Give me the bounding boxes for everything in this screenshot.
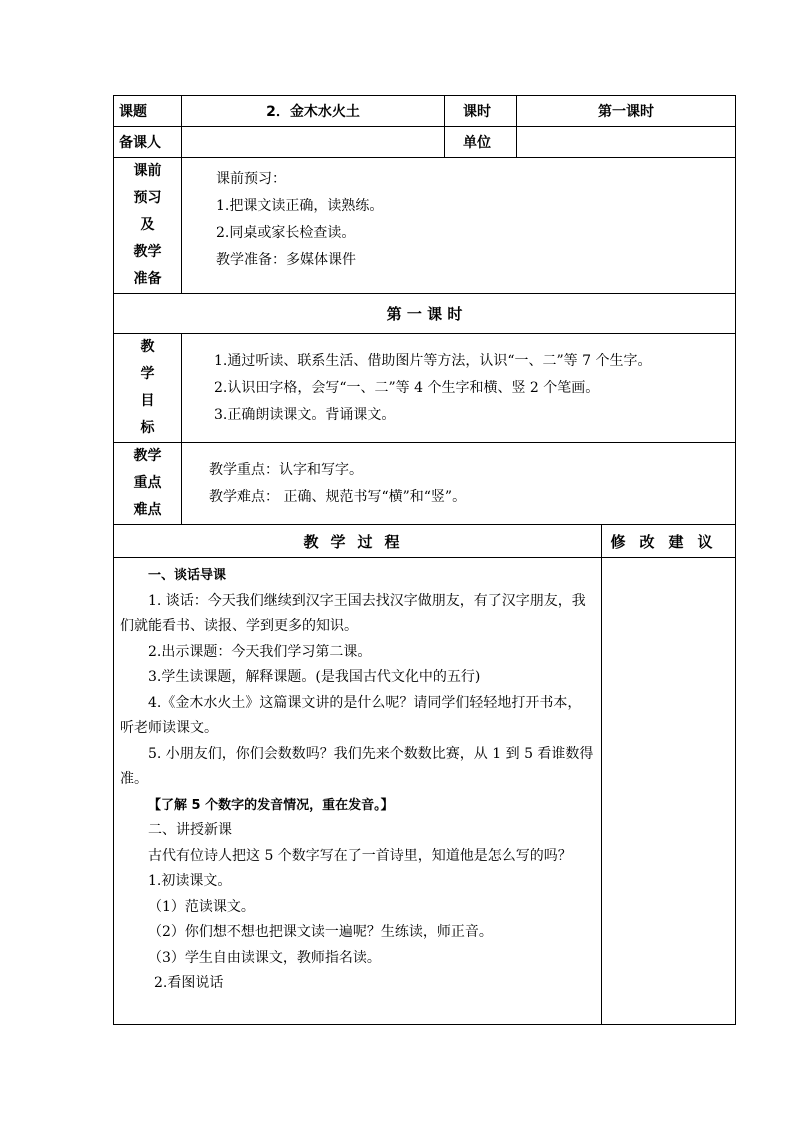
preparer-value	[182, 127, 445, 158]
goals-content	[182, 334, 736, 443]
unit-value	[517, 127, 736, 158]
key-points-content	[182, 443, 736, 525]
section-heading: 一、谈话导课	[148, 568, 227, 583]
period-label: 课时	[445, 96, 517, 127]
goals-label: 教 学 目 标	[114, 334, 182, 443]
process-paragraph: （2）你们想不想也把课文读一遍呢？生练读，师正音。	[148, 924, 493, 940]
unit-label: 单位	[445, 127, 517, 158]
topic-label: 课题	[114, 96, 182, 127]
process-paragraph: 古代有位诗人把这 5 个数字写在了一首诗里，知道他是怎么写的吗？	[148, 847, 572, 864]
goals-row	[114, 334, 736, 443]
process-paragraph: 2.出示课题：今天我们学习第二课。	[148, 643, 372, 660]
process-paragraph: 1.初读课文。	[148, 873, 232, 889]
goal-line: 2.认识田字格，会写“一、二”等 4 个生字和横、竖 2 个笔画。	[214, 379, 600, 396]
key-point-line: 教学重点：认字和写字。	[209, 461, 363, 478]
header-row-preparer	[114, 127, 736, 158]
suggestion-title: 修改建议	[602, 525, 736, 558]
lesson-title: 第 一 课 时	[114, 294, 736, 334]
process-content	[114, 558, 602, 1025]
preparation-line: 1.把课文读正确，读熟练。	[216, 198, 384, 214]
process-paragraph: 3.学生读课题，解释课题。(是我国古代文化中的五行)	[148, 669, 481, 685]
lesson-plan-table	[113, 95, 736, 1025]
key-point-line: 教学难点： 正确、规范书写“横”和“竖”。	[209, 488, 467, 505]
process-note: 【了解 5 个数字的发音情况，重在发音。】	[148, 797, 394, 813]
topic-value: 2．金木水火土	[182, 96, 445, 127]
process-header-row	[114, 525, 736, 558]
preparation-label: 课前 预习 及 教学 准备	[114, 158, 182, 294]
process-paragraph: 5. 小朋友们，你们会数数吗？我们先来个数数比赛，从 1 到 5 看谁数得准。	[120, 745, 594, 787]
process-title: 教学过程	[114, 525, 602, 558]
process-paragraph: 1. 谈话：今天我们继续到汉字王国去找汉字做朋友，有了汉字朋友，我们就能看书、读报、学到更多的知识。	[120, 592, 586, 634]
goal-line: 3.正确朗读课文。背诵课文。	[214, 406, 396, 423]
preparation-row	[114, 158, 736, 294]
process-paragraph: 4.《金木水火土》这篇课文讲的是什么呢？请同学们轻轻地打开书本，听老师读课文。	[120, 694, 582, 736]
goal-line: 1.通过听读、联系生活、借助图片等方法，认识“一、二”等 7 个生字。	[214, 352, 652, 369]
preparation-line: 课前预习：	[216, 171, 286, 187]
preparation-line: 2.同桌或家长检查读。	[216, 225, 356, 241]
process-paragraph: 2.看图说话	[154, 975, 224, 991]
process-body-row	[114, 558, 736, 1025]
period-value: 第一课时	[517, 96, 736, 127]
section-heading: 二、讲授新课	[148, 822, 232, 838]
process-paragraph: （1）范读课文。	[148, 898, 255, 915]
key-points-label: 教学 重点 难点	[114, 443, 182, 525]
header-row-topic	[114, 96, 736, 127]
preparer-label: 备课人	[114, 127, 182, 158]
process-paragraph: （3）学生自由读课文，教师指名读。	[148, 949, 381, 966]
preparation-content	[182, 158, 736, 294]
preparation-line: 教学准备：多媒体课件	[216, 252, 356, 268]
suggestion-content	[602, 558, 736, 1025]
key-points-row	[114, 443, 736, 525]
lesson-title-row	[114, 294, 736, 334]
